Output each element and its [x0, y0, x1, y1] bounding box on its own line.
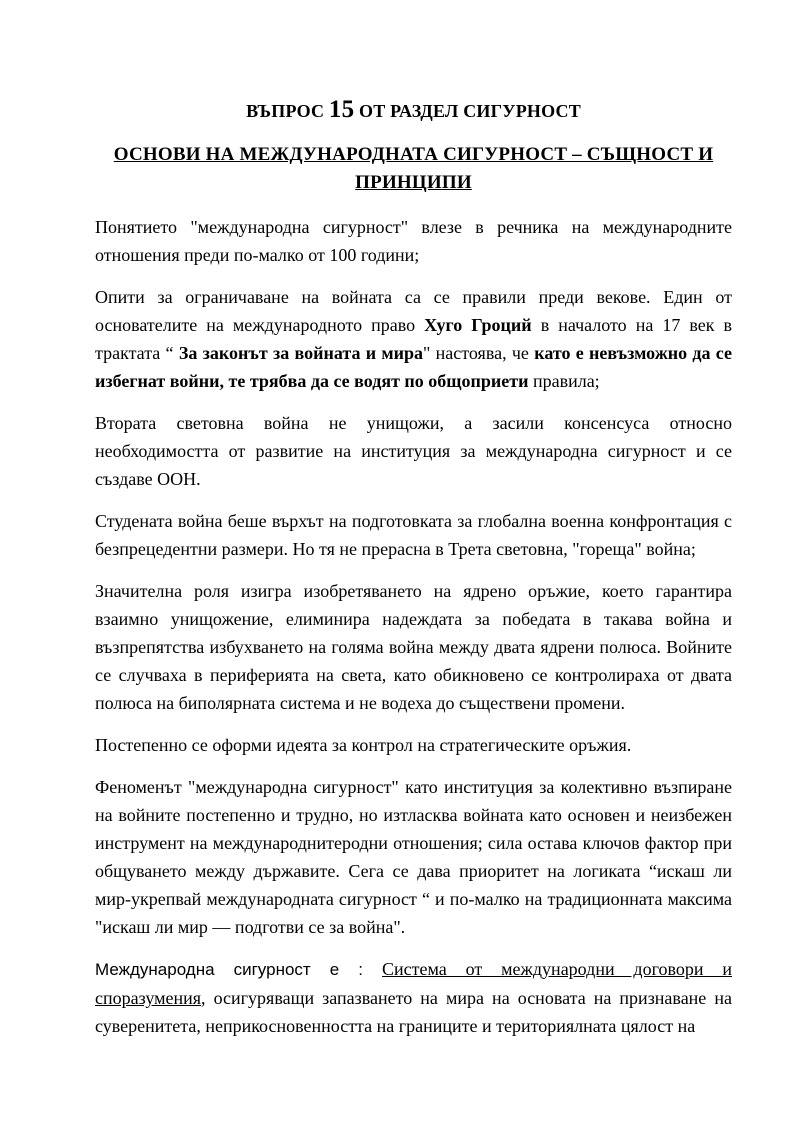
text-run: правила; [532, 371, 600, 391]
text-run: Опити за ограничаване на войната са се правили преди векове. Един от основателите на международното право [95, 287, 732, 335]
section-heading: ОСНОВИ НА МЕЖДУНАРОДНАТА СИГУРНОСТ – СЪЩНОСТ И ПРИНЦИПИ [113, 144, 714, 193]
text-run: , осигуряващи запазването на мира на основата на признаване на суверенитета, неприкосновенността на границите и териториялната цялост на [95, 988, 732, 1036]
paragraph-nuclear-weapons [95, 577, 732, 717]
text-run-bold: като е невъзможно да се избегнат войни, те трябва да се водят по общоприети [95, 343, 732, 391]
text-run-sans: Международна сигурност е : [95, 960, 383, 979]
text-run-bold: Хуго Гроций [424, 315, 532, 335]
text-run-bold: За законът за войната и мира [178, 343, 424, 363]
text-run: Феноменът "международна сигурност" като институция за колективно възпиране на войните постепенно и трудно, но изтласква войната като основен и неизбежен инструмент на международнитеродни отношения; сила остава ключов фактор при общуването между държавите. Сега се дава приоритет на логиката “искаш ли мир-укрепвай международната сигурност “ и по-малко на традиционната максима "искаш ли мир — подготви се за война". [95, 777, 732, 937]
text-run: " настоява, че [423, 343, 535, 363]
question-number: 15 [328, 96, 355, 123]
text-run: в началото на 17 век в трактата “ [95, 315, 733, 363]
page-title-suffix: ОТ РАЗДЕЛ СИГУРНОСТ [354, 101, 581, 121]
paragraph-wwii-un [95, 409, 732, 493]
page-title [95, 96, 732, 125]
text-run-underlined: Система от международни договори и споразумения [95, 959, 732, 1008]
paragraph-term-origin [95, 213, 732, 269]
paragraph-grotius [95, 283, 732, 395]
text-run: Втората световна война не унищожи, а засили консенсуса относно необходимостта от развитие на институция за международна сигурност и се създаве ООН. [95, 413, 732, 489]
text-run: Студената война беше върхът на подготовката за глобална военна конфронтация с безпрецедентни размери. Но тя не прерасна в Трета световна, "гореща" война; [95, 511, 732, 559]
paragraph-arms-control [95, 731, 732, 759]
text-run: Понятието "международна сигурност" влезе в речника на международните отношения преди по-малко от 100 години; [95, 217, 732, 265]
page-title-prefix: ВЪПРОС [246, 101, 329, 121]
text-run: Значителна роля изигра изобретяването на ядрено оръжие, което гарантира взаимно унищожение, елиминира надеждата за победата в такава война и възпрепятства избухването на голяма война между двата ядрени полюса. Войните се случваха в периферията на света, като обикновено се контролираха от двата полюса на биполярната система и не водеха до съществени промени. [95, 581, 732, 713]
paragraph-definition [95, 955, 732, 1040]
paragraph-cold-war [95, 507, 732, 563]
paragraph-phenomenon [95, 773, 732, 941]
text-run: Постепенно се оформи идеята за контрол на стратегическите оръжия. [95, 735, 632, 755]
